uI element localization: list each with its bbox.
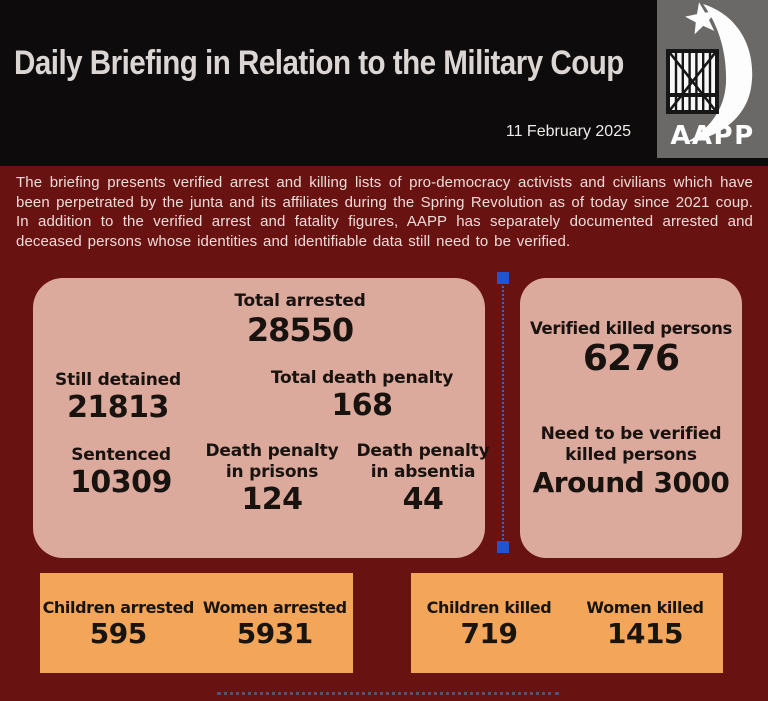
stat-label: Verified killed persons (529, 319, 733, 338)
stat-total-arrested (167, 291, 433, 348)
stat-total-death-penalty (257, 368, 467, 423)
stat-value: 28550 (246, 311, 354, 349)
connector-square-top (497, 272, 509, 284)
stat-value: 595 (89, 616, 147, 650)
briefing-date: 11 February 2025 (505, 123, 631, 140)
stat-children-arrested (40, 573, 197, 673)
prison-gate-icon (668, 51, 717, 112)
aapp-logo (657, 0, 768, 158)
stat-label: Still detained (55, 370, 181, 390)
children-women-killed-panel (411, 573, 723, 673)
arrest-stats-panel (33, 278, 490, 558)
stat-value: 6276 (582, 338, 680, 379)
stat-children-killed (411, 573, 567, 673)
stat-value: 168 (331, 388, 393, 423)
aapp-logo-text: AAPP (670, 121, 755, 151)
stat-label: Need to be verified killed persons (540, 424, 722, 465)
stat-value: 5931 (236, 616, 313, 650)
stat-value: 21813 (67, 390, 169, 425)
stat-label: Children killed (426, 597, 552, 617)
stat-value: 1415 (607, 616, 683, 650)
stat-value: 10309 (70, 465, 172, 500)
stat-women-arrested (197, 573, 354, 673)
stat-women-killed (567, 573, 723, 673)
connector-dotted-line (502, 286, 504, 540)
stat-verified-killed (520, 318, 742, 379)
stat-value: 124 (241, 482, 303, 517)
stat-label: Sentenced (71, 445, 171, 465)
stat-label: Death penalty in prisons (205, 441, 339, 482)
stat-still-detained (33, 370, 203, 425)
stat-label: Women killed (586, 597, 704, 617)
stat-value: Around 3000 (532, 466, 730, 499)
children-women-arrested-panel (40, 573, 353, 673)
connector-square-bottom (497, 541, 509, 553)
page-title: Daily Briefing in Relation to the Military Coup (14, 44, 624, 82)
stat-label: Women arrested (202, 597, 347, 617)
stat-label: Death penalty in absentia (356, 441, 490, 482)
stat-label: Children arrested (42, 597, 194, 617)
bottom-dotted-divider (217, 692, 559, 695)
stat-sentenced (41, 445, 201, 500)
killed-stats-panel (520, 278, 742, 558)
intro-paragraph: The briefing presents verified arrest and killing lists of pro-democracy activists and civilians which have been perpetrated by the junta and its affiliates during the Spring Revolution as of today since 2021 coup. In addition to the verified arrest and fatality figures, AAPP has separately documented arrested and deceased persons whose identities and identifiable data still need to be verified. (16, 174, 753, 250)
stat-unverified-killed (531, 424, 731, 500)
stat-death-penalty-absentia (348, 441, 498, 517)
stat-label: Total death penalty (270, 368, 454, 388)
stat-label: Total arrested (234, 291, 366, 311)
stat-value: 719 (460, 616, 518, 650)
header (0, 0, 768, 166)
stat-death-penalty-prisons (197, 441, 347, 517)
stat-value: 44 (402, 482, 444, 517)
